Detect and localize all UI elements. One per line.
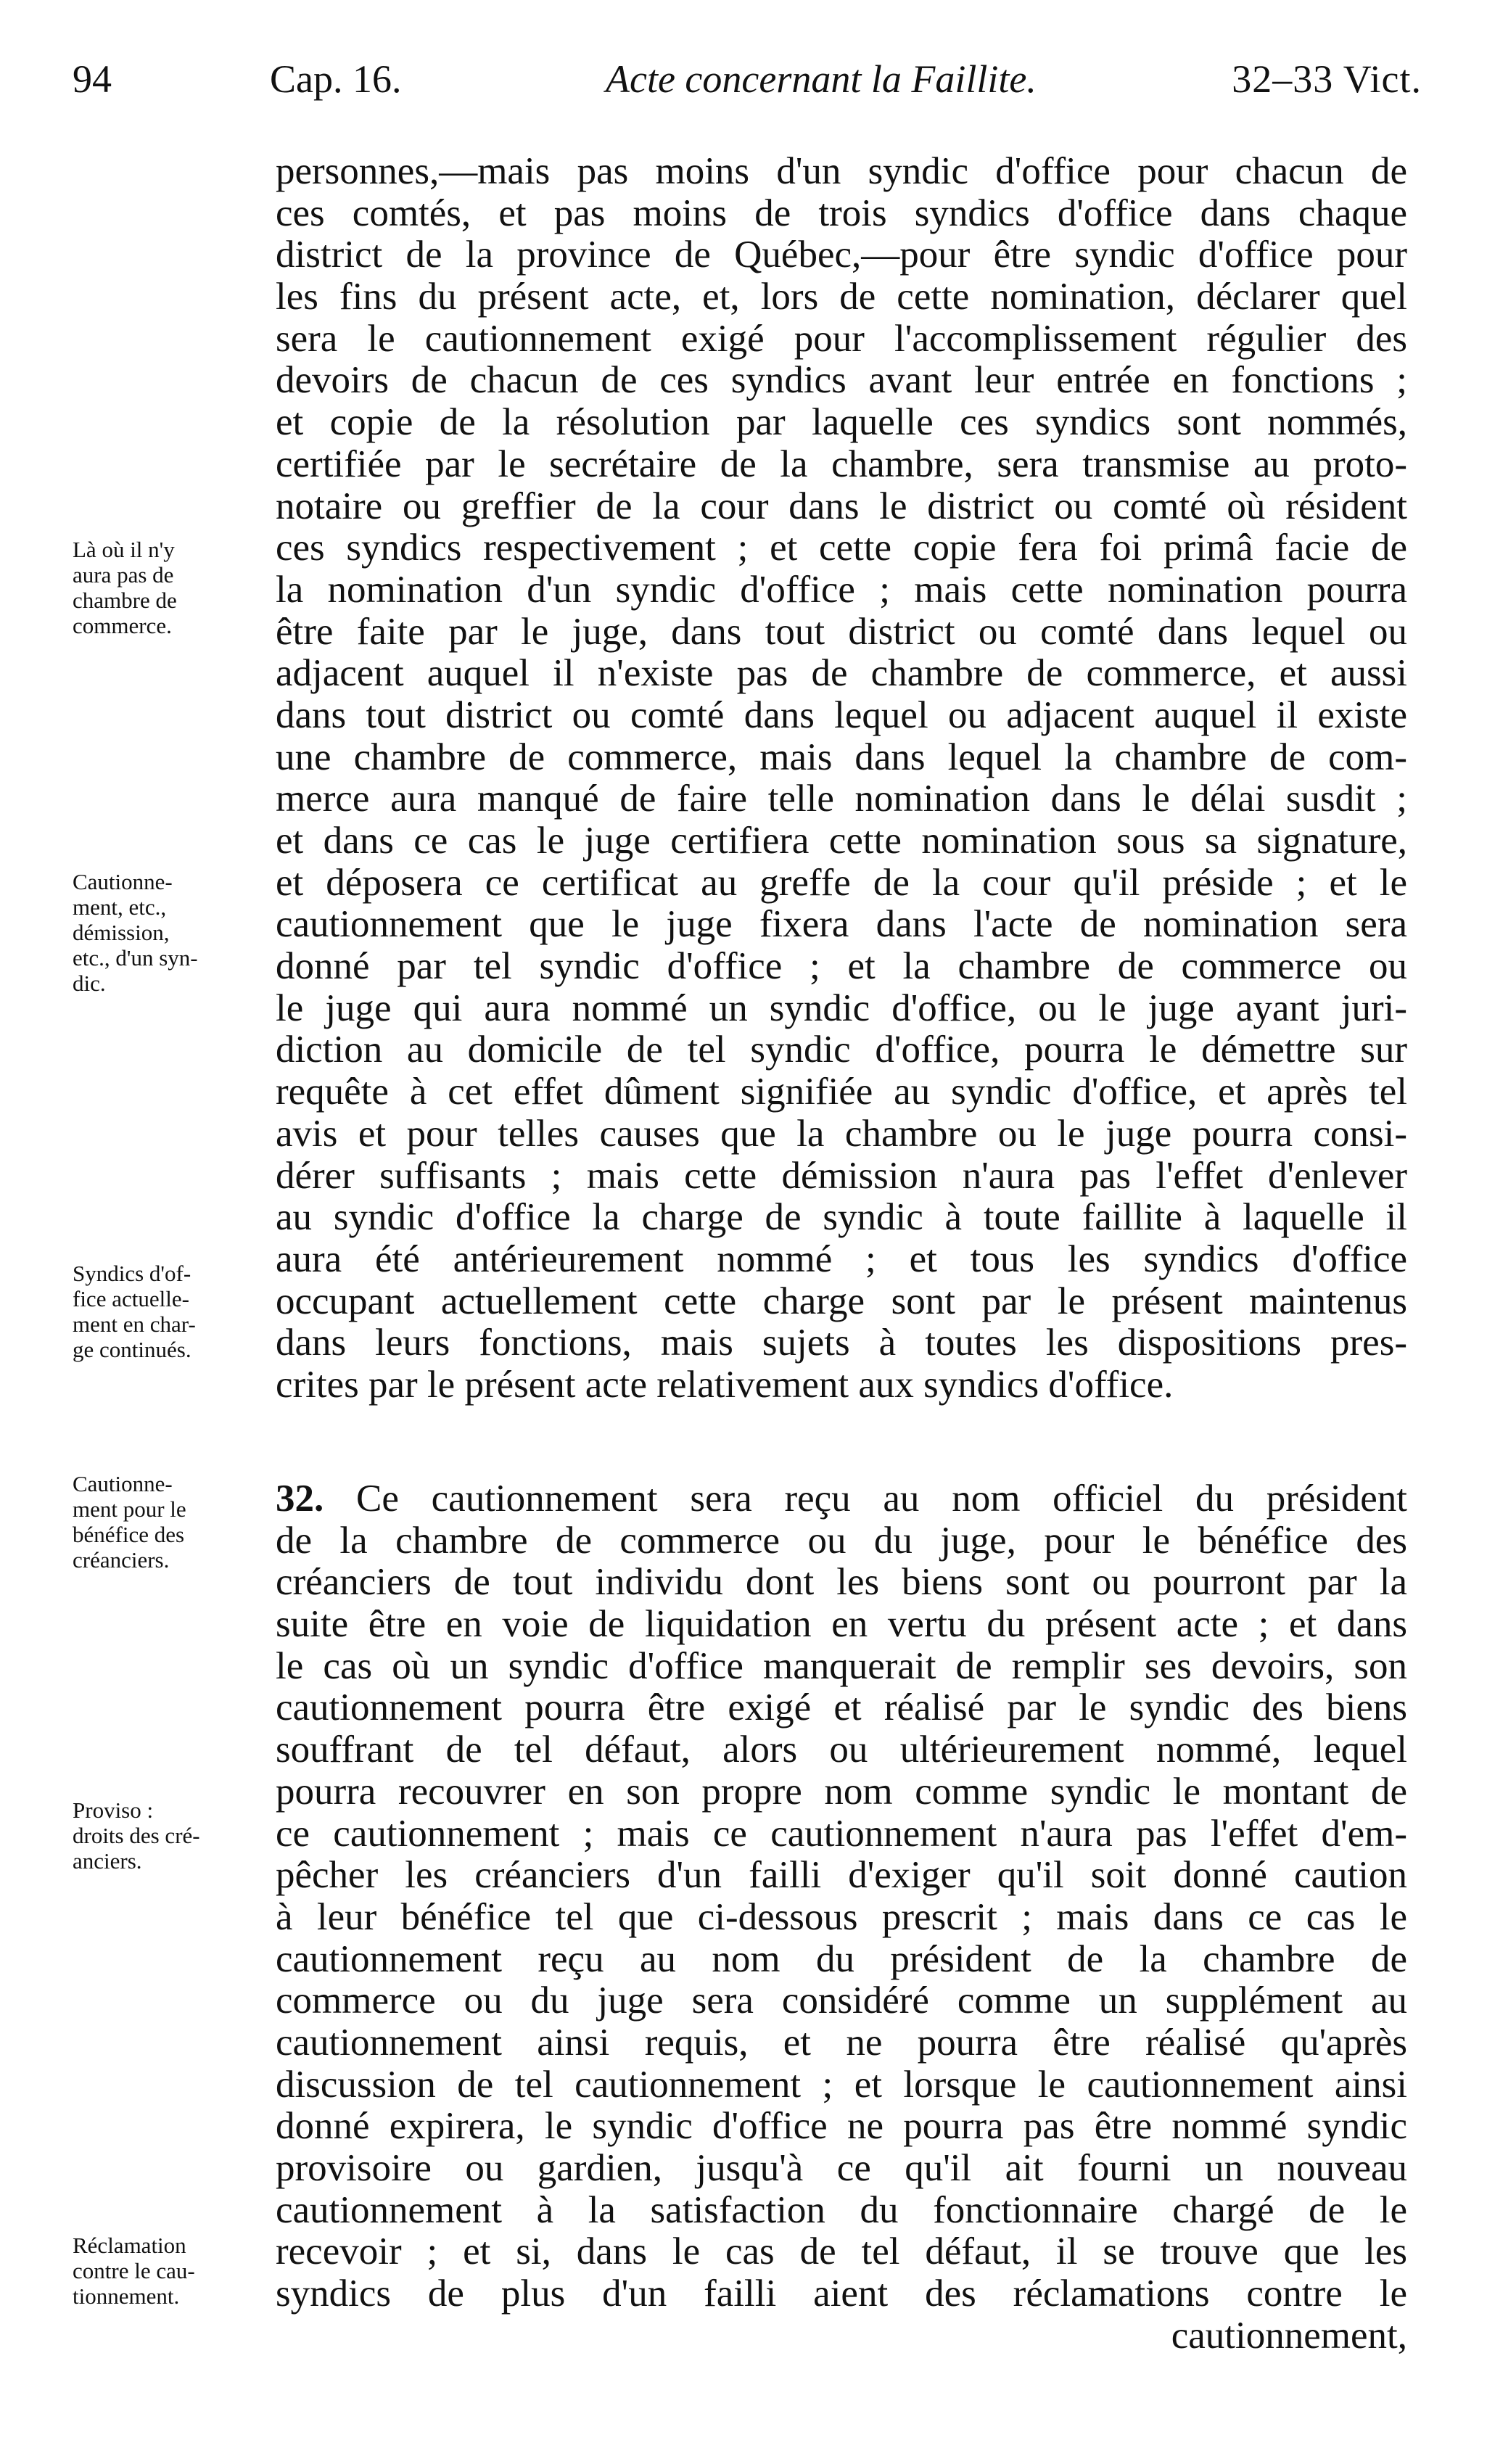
text-line: occupant actuellement cette charge sont par le présent maintenus: [276, 1280, 1407, 1322]
text-line: créanciers de tout individu dont les biens sont ou pourront par la: [276, 1561, 1407, 1604]
text-line: et copie de la résolution par laquelle ces syndics sont nommés,: [276, 401, 1407, 444]
text-line: la nomination d'un syndic d'office ; mais cette nomination pourra: [276, 568, 1407, 611]
text-line: district de la province de Québec,—pour être syndic d'office pour: [276, 234, 1407, 276]
text-line: recevoir ; et si, dans le cas de tel défaut, il se trouve que les: [276, 2230, 1407, 2273]
text-line: de la chambre de commerce ou du juge, pour le bénéfice des: [276, 1519, 1407, 1562]
text-line: ces comtés, et pas moins de trois syndics d'office dans chaque: [276, 191, 1407, 234]
text-line: sera le cautionnement exigé pour l'accomplissement régulier des: [276, 317, 1407, 360]
text-line: personnes,—mais pas moins d'un syndic d'office pour chacun de: [276, 150, 1407, 192]
margin-note-no-chamber: Là où il n'y aura pas de chambre de commerce.: [73, 537, 177, 638]
text-line: les fins du présent acte, et, lors de cette nomination, déclarer quel: [276, 276, 1407, 318]
text-line: souffrant de tel défaut, alors ou ultérieurement nommé, lequel: [276, 1728, 1407, 1771]
text-line: dans leurs fonctions, mais sujets à toutes les dispositions pres-: [276, 1322, 1407, 1364]
text-line: le cas où un syndic d'office manquerait de remplir ses devoirs, son: [276, 1644, 1407, 1687]
text-line: adjacent auquel il n'existe pas de chambre de commerce, et aussi: [276, 652, 1407, 695]
section-32-first-line: [276, 1478, 1407, 1520]
text-line: au syndic d'office la charge de syndic à toute faillite à laquelle il: [276, 1196, 1407, 1239]
text-line: suite être en voie de liquidation en vertu du présent acte ; et dans: [276, 1603, 1407, 1646]
text-line: le juge qui aura nommé un syndic d'office, ou le juge ayant juri-: [276, 986, 1407, 1029]
text-line: donné expirera, le syndic d'office ne pourra pas être nommé syndic: [276, 2105, 1407, 2148]
text-line: syndics de plus d'un failli aient des réclamations contre le: [276, 2273, 1407, 2315]
page-number: 94: [73, 57, 112, 101]
text-line: crites par le présent acte relativement aux syndics d'office.: [276, 1363, 1174, 1406]
section-32: [276, 1478, 1407, 2357]
margin-note-syndics-continues: Syndics d'of- fice actuelle- ment en char- ge continués.: [73, 1261, 196, 1362]
text-line: provisoire ou gardien, jusqu'à ce qu'il ait fourni un nouveau: [276, 2147, 1407, 2189]
text-line: et dans ce cas le juge certifiera cette nomination sous sa signature,: [276, 820, 1407, 862]
text-line: ce cautionnement ; mais ce cautionnement n'aura pas l'effet d'em-: [276, 1812, 1407, 1855]
text-line: dérer suffisants ; mais cette démission n'aura pas l'effet d'enlever: [276, 1154, 1407, 1197]
margin-note-benefice-creanciers: Cautionne- ment pour le bénéfice des créanciers.: [73, 1471, 186, 1573]
running-header: [73, 57, 1422, 107]
text-line: requête à cet effet dûment signifiée au syndic d'office, et après tel: [276, 1071, 1407, 1113]
paragraph-continued: [276, 151, 1407, 1406]
text-line: cautionnement que le juge fixera dans l'acte de nomination sera: [276, 903, 1407, 946]
section-32-opening: Ce cautionnement sera reçu au nom officiel du président: [356, 1478, 1408, 1520]
text-line: être faite par le juge, dans tout district ou comté dans lequel ou: [276, 610, 1407, 653]
text-line: pourra recouvrer en son propre nom comme syndic le montant de: [276, 1770, 1407, 1813]
text-line: cautionnement ainsi requis, et ne pourra être réalisé qu'après: [276, 2021, 1407, 2064]
text-line: discussion de tel cautionnement ; et lorsque le cautionnement ainsi: [276, 2063, 1407, 2106]
running-title: Acte concernant la Faillite.: [606, 57, 1037, 101]
chapter-label: Cap. 16.: [270, 57, 402, 101]
text-line: donné par tel syndic d'office ; et la chambre de commerce ou: [276, 945, 1407, 988]
text-line: cautionnement à la satisfaction du fonctionnaire chargé de le: [276, 2188, 1407, 2231]
text-line: une chambre de commerce, mais dans lequel la chambre de com-: [276, 736, 1407, 778]
section-number: 32.: [276, 1478, 324, 1520]
text-line: certifiée par le secrétaire de la chambre, sera transmise au proto-: [276, 442, 1407, 485]
text-line: à leur bénéfice tel que ci-dessous prescrit ; mais dans ce cas le: [276, 1895, 1407, 1938]
margin-note-reclamation: Réclamation contre le cau- tionnement.: [73, 2233, 195, 2309]
text-line: devoirs de chacun de ces syndics avant leur entrée en fonctions ;: [276, 359, 1407, 402]
regnal-year: 32–33 Vict.: [1232, 57, 1422, 101]
margin-note-cautionnement-demission: Cautionne- ment, etc., démission, etc., d'un syn- dic.: [73, 869, 198, 996]
text-line: aura été antérieurement nommé ; et tous les syndics d'office: [276, 1237, 1407, 1280]
text-line: merce aura manqué de faire telle nomination dans le délai susdit ;: [276, 778, 1407, 820]
catchword: cautionnement,: [1171, 2314, 1407, 2357]
text-line: avis et pour telles causes que la chambre ou le juge pourra consi-: [276, 1112, 1407, 1155]
text-line: et déposera ce certificat au greffe de la cour qu'il préside ; et le: [276, 861, 1407, 904]
text-line: dans tout district ou comté dans lequel ou adjacent auquel il existe: [276, 693, 1407, 736]
text-line: cautionnement pourra être exigé et réalisé par le syndic des biens: [276, 1686, 1407, 1729]
text-line: cautionnement reçu au nom du président de la chambre de: [276, 1937, 1407, 1980]
text-line: diction au domicile de tel syndic d'office, pourra le démettre sur: [276, 1029, 1407, 1071]
margin-note-proviso: Proviso : droits des cré- anciers.: [73, 1797, 200, 1874]
text-line: pêcher les créanciers d'un failli d'exiger qu'il soit donné caution: [276, 1854, 1407, 1897]
text-line: ces syndics respectivement ; et cette copie fera foi primâ facie de: [276, 527, 1407, 569]
text-line: commerce ou du juge sera considéré comme un supplément au: [276, 1979, 1407, 2022]
text-line: notaire ou greffier de la cour dans le district ou comté où résident: [276, 485, 1407, 527]
